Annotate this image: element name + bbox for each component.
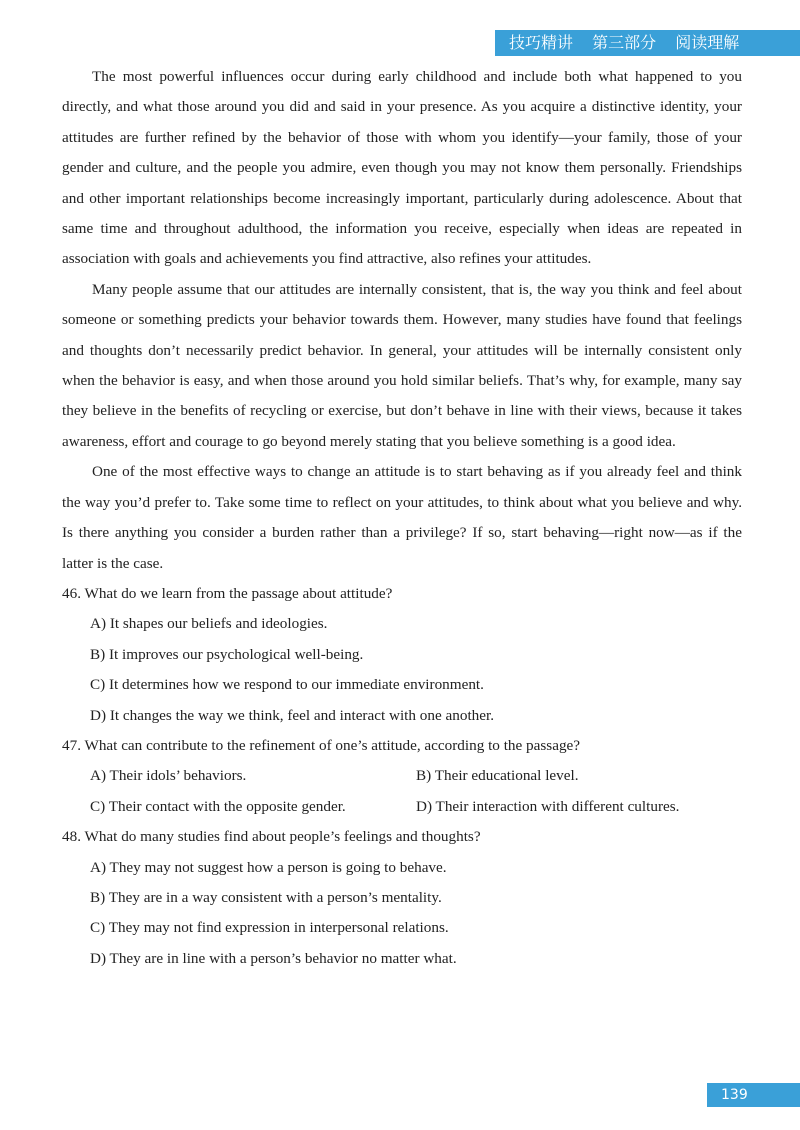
question-47-option-a: A) Their idols’ behaviors.	[90, 767, 247, 785]
question-46-option-d: D) It changes the way we think, feel and interact with one another.	[90, 706, 495, 724]
question-47-options-row-2	[62, 792, 742, 822]
question-47-option-d: D) Their interaction with different cultures.	[416, 797, 680, 815]
header-part-reading: 阅读理解	[675, 33, 740, 52]
question-48-option-b: B) They are in a way consistent with a person’s mentality.	[90, 888, 442, 906]
question-46-stem: 46. What do we learn from the passage about attitude?	[62, 584, 393, 602]
question-46-option-c: C) It determines how we respond to our immediate environment.	[90, 676, 484, 694]
question-47-options-row-1	[62, 761, 742, 791]
question-47-option-c: C) Their contact with the opposite gender.	[90, 797, 346, 815]
header-part-section: 第三部分	[592, 33, 657, 52]
question-46-option-b: B) It improves our psychological well-being.	[90, 645, 364, 663]
passage-paragraph-1: The most powerful influences occur during early childhood and include both what happened to you directly, and what those around you did and said in your presence. As you acquire a distinctive identity, your attitudes are further refined by the behavior of those with whom you identify—your family, those of your gender and culture, and the people you admire, even though you may not know them personally. Friendships and other important relationships become increasingly important, particularly during adolescence. About that same time and throughout adulthood, the information you receive, especially when ideas are repeated in association with goals and achievements you find attractive, also refines your attitudes.	[62, 68, 742, 268]
header-part-technique: 技巧精讲	[509, 33, 574, 52]
question-47-stem: 47. What can contribute to the refinement of one’s attitude, according to the passage?	[62, 736, 581, 754]
page-number: 139	[707, 1083, 800, 1107]
page-content	[62, 62, 742, 974]
section-header	[495, 30, 800, 56]
passage-paragraph-2: Many people assume that our attitudes are internally consistent, that is, the way you think and feel about someone or something predicts your behavior towards them. However, many studies have found that feelings and thoughts don’t necessarily predict behavior. In general, your attitudes will be internally consistent only when the behavior is easy, and when those around you hold similar beliefs. That’s why, for example, many say they believe in the benefits of recycling or exercise, but don’t behave in line with their views, because it takes awareness, effort and courage to go beyond merely stating that you believe something is a good idea.	[62, 280, 742, 450]
question-46-option-a: A) It shapes our beliefs and ideologies.	[90, 615, 328, 633]
question-47-option-b: B) Their educational level.	[416, 767, 579, 785]
question-48-option-c: C) They may not find expression in interpersonal relations.	[90, 919, 449, 937]
question-48-option-a: A) They may not suggest how a person is going to behave.	[90, 858, 447, 876]
question-48-option-d: D) They are in line with a person’s behavior no matter what.	[90, 949, 457, 967]
passage-paragraph-3: One of the most effective ways to change an attitude is to start behaving as if you already feel and think the way you’d prefer to. Take some time to reflect on your attitudes, to think about what you believe and why. Is there anything you consider a burden rather than a privilege? If so, start behaving—right now—as if the latter is the case.	[62, 463, 742, 572]
question-48-stem: 48. What do many studies find about people’s feelings and thoughts?	[62, 828, 481, 846]
